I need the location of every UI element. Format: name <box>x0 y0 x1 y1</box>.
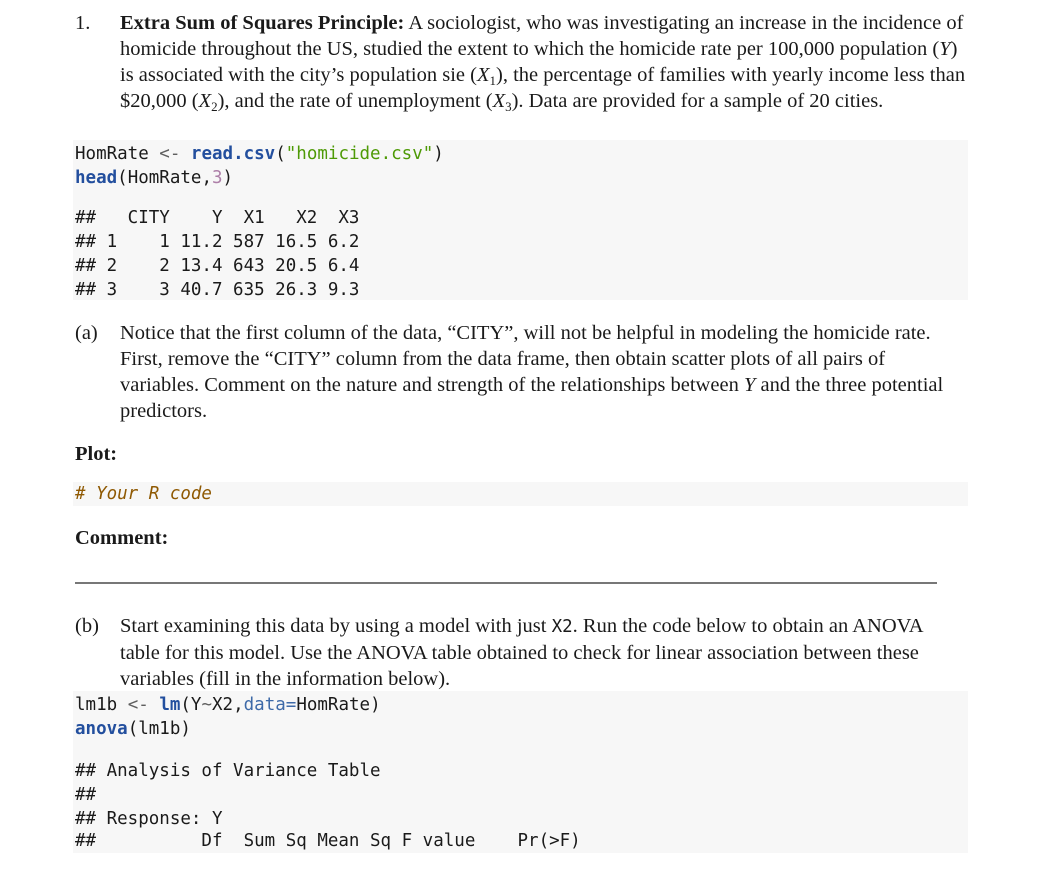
question-1-text: Extra Sum of Squares Principle: A sociologist, who was investigating an increase in the incidence of homicide throughout the US, studied the extent to which the homicide rate per 100,000 population (Y) is associated with the city’s population sie $(X_1)$, the percentage of families with yearly income less than $20,000 $(X_2)$, and the rate of unemployment $(X_3)$. Data are provided for a sample of 20 cities. <box>120 12 966 114</box>
output-row: ## Response: Y <box>75 809 223 829</box>
part-b-label: (b) <box>75 615 99 637</box>
output-row: ## <box>75 785 97 805</box>
code-block-anova <box>73 691 968 853</box>
output-row: ## CITY Y X1 X2 X3 <box>75 208 360 228</box>
plot-label: Plot: <box>75 443 118 465</box>
part-b-text: Start examining this data by using a model with just X2. Run the code below to obtain an ANOVA table for this model. Use the ANOVA table obtained to check for linear association between these variables (fill in the information below). <box>120 615 923 690</box>
output-row: ## 2 2 13.4 643 20.5 6.4 <box>75 256 360 276</box>
part-a-text: Notice that the first column of the data, “CITY”, will not be helpful in modeling the homicide rate. First, remove the “CITY” column from the data frame, then obtain scatter plots of all pairs of variables. Comment on the nature and strength of the relationships between Y and the three potential predictors. <box>120 322 944 422</box>
code-line-read-csv: HomRate <- read.csv("homicide.csv") <box>75 144 444 164</box>
question-number: 1. <box>75 12 91 34</box>
horizontal-rule <box>75 582 937 584</box>
part-a-label: (a) <box>75 322 98 344</box>
output-row: ## 3 3 40.7 635 26.3 9.3 <box>75 280 360 300</box>
output-row: ## Analysis of Variance Table <box>75 761 381 781</box>
code-line-anova: anova(lm1b) <box>75 719 191 739</box>
code-block-read-data <box>73 140 968 300</box>
code-comment: # Your R code <box>75 484 212 504</box>
output-row: ## Df Sum Sq Mean Sq F value Pr(>F) <box>75 831 581 851</box>
code-line-head: head(HomRate,3) <box>75 168 234 188</box>
code-line-lm: lm1b <- lm(Y~X2,data=HomRate) <box>75 695 381 715</box>
code-block-your-code <box>73 482 968 506</box>
question-title: Extra Sum of Squares Principle: <box>120 12 405 34</box>
comment-label: Comment: <box>75 527 169 549</box>
output-row: ## 1 1 11.2 587 16.5 6.2 <box>75 232 360 252</box>
